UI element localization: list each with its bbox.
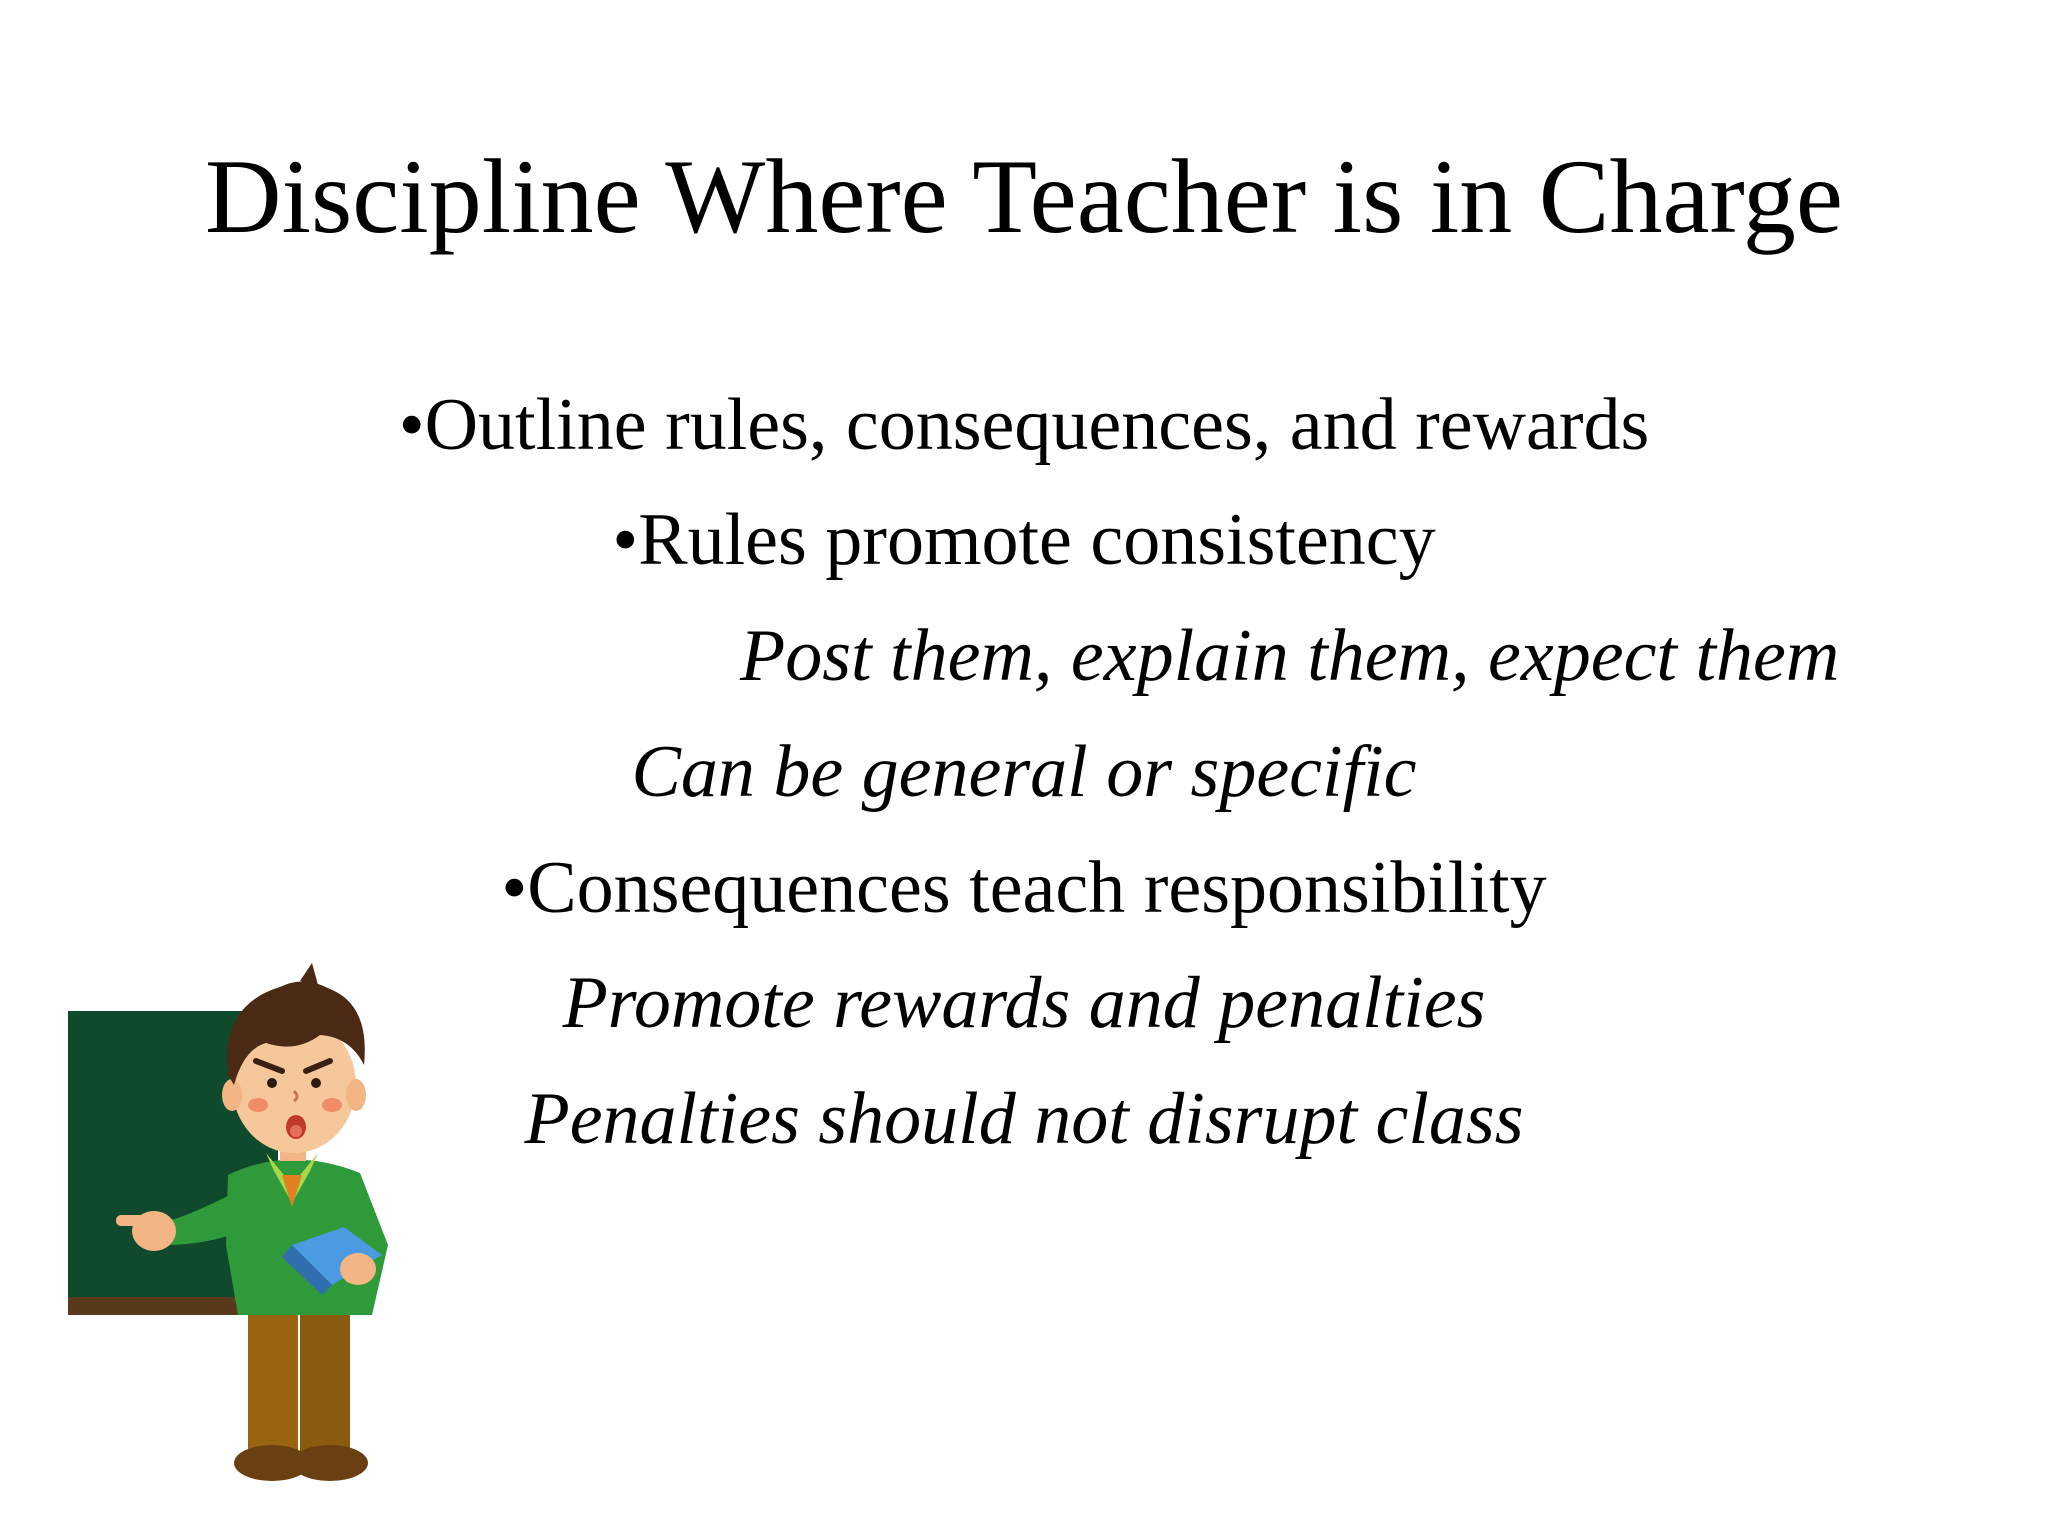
subpoint-general-specific: Can be general or specific [631, 731, 1417, 813]
teacher-at-chalkboard-icon [60, 945, 480, 1485]
subpoint-rewards-penalties: Promote rewards and penalties [562, 962, 1486, 1044]
subpoint-penalties-disrupt: Penalties should not disrupt class [524, 1078, 1524, 1160]
bullet-consequences: •Consequences teach responsibility [501, 847, 1547, 929]
slide-title: Discipline Where Teacher is in Charge [205, 138, 1843, 255]
bullet-outline-rules: •Outline rules, consequences, and rewards [398, 384, 1650, 466]
subpoint-post-them: Post them, explain them, expect them [740, 615, 1840, 697]
bullet-rules-consistency: •Rules promote consistency [612, 499, 1436, 581]
